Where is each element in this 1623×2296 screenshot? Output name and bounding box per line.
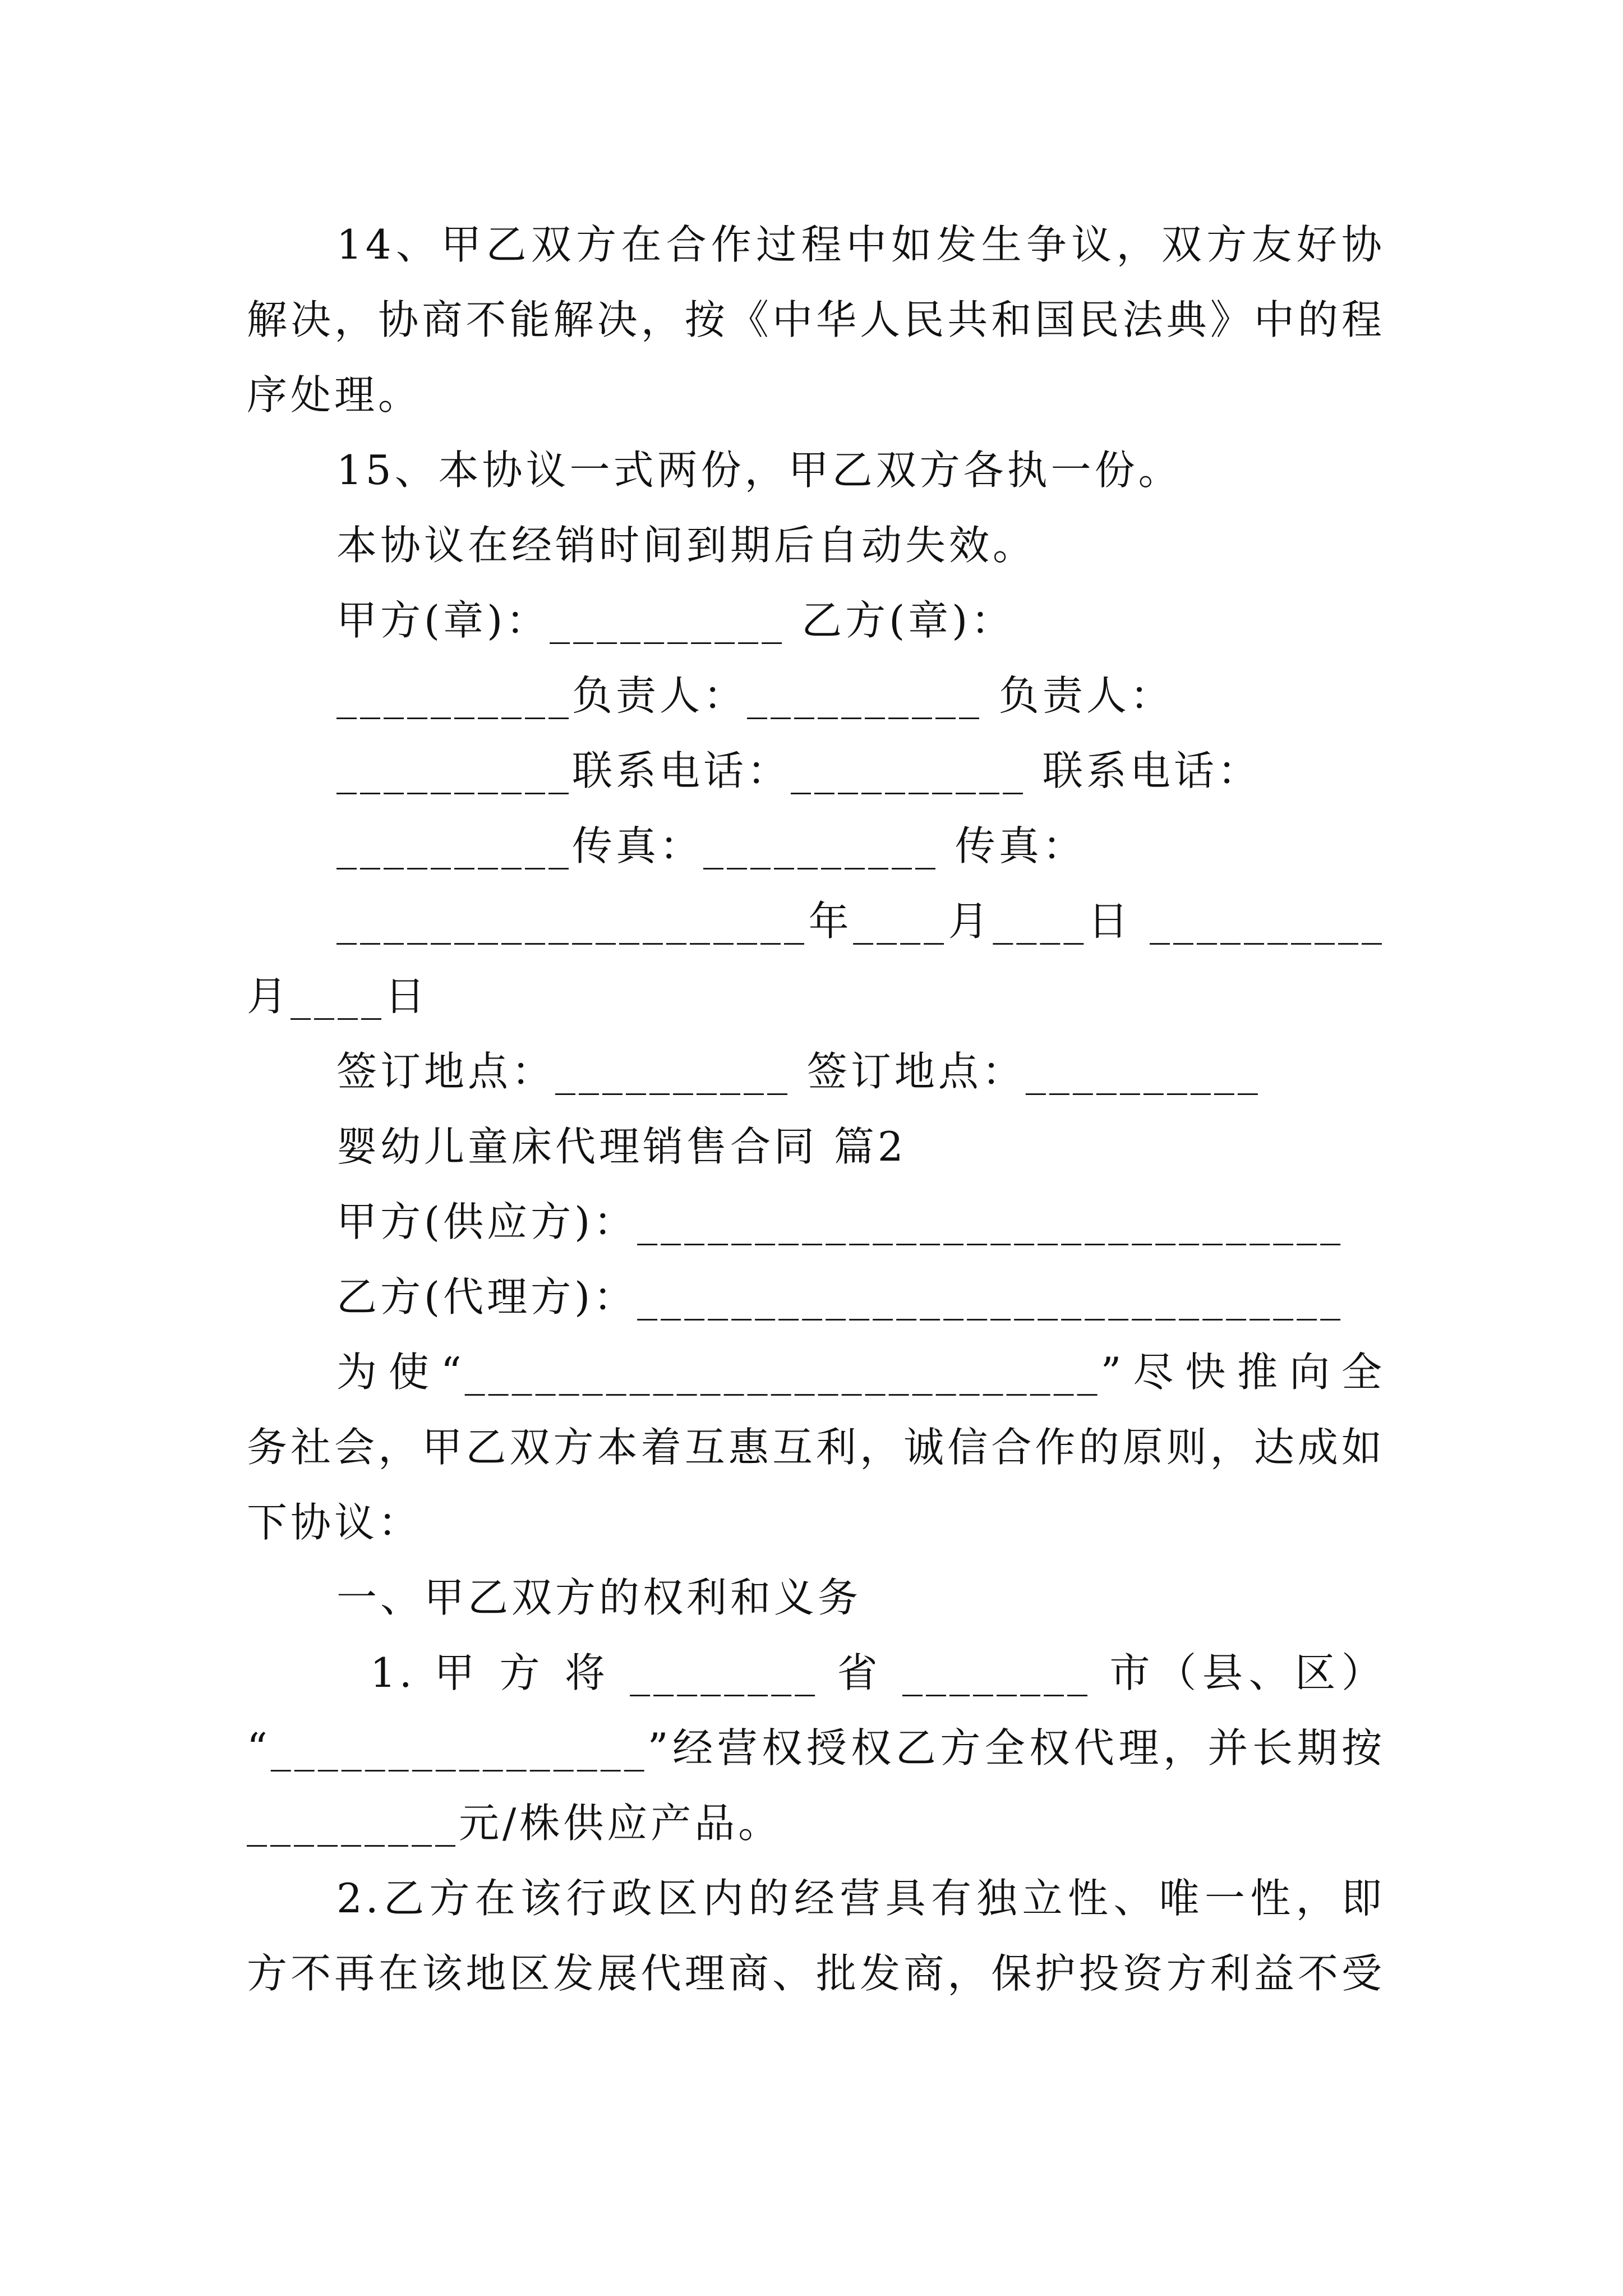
text-line: 月____日 bbox=[247, 973, 429, 1020]
text-line: 方不再在该地区发展代理商、批发商，保护投资方利益不受 bbox=[247, 1950, 1385, 1997]
text-line: 下协议： bbox=[247, 1499, 422, 1546]
text-line: 本协议在经销时间到期后自动失效。 bbox=[336, 522, 1037, 569]
text-line: 2.乙方在该行政区内的经营具有独立性、唯一性，即 bbox=[336, 1875, 1385, 1922]
text-line: _________元/株供应产品。 bbox=[247, 1800, 782, 1847]
text-line: 14、甲乙双方在合作过程中如发生争议，双方友好协 bbox=[336, 221, 1385, 268]
text-line: 为使“___________________________”尽快推向全 bbox=[336, 1349, 1385, 1396]
text-line: 1. 甲 方 将 ________ 省 ________ 市（县、区） bbox=[370, 1649, 1385, 1696]
text-line: 乙方(代理方)：______________________________ bbox=[336, 1273, 1344, 1320]
text-line: 序处理。 bbox=[247, 371, 422, 418]
text-line: 甲方(章)：__________ 乙方(章)： bbox=[336, 597, 1015, 644]
text-line: “________________”经营权授权乙方全权代理，并长期按 bbox=[247, 1724, 1385, 1772]
text-line: 解决，协商不能解决，按《中华人民共和国民法典》中的程 bbox=[247, 296, 1385, 343]
text-line: 15、本协议一式两份，甲乙双方各执一份。 bbox=[336, 447, 1182, 494]
text-line: __________联系电话：__________ 联系电话： bbox=[336, 747, 1261, 794]
section-heading: 婴幼儿童床代理销售合同 篇2 bbox=[336, 1123, 907, 1170]
text-line: 签订地点：__________ 签订地点：__________ bbox=[336, 1048, 1261, 1095]
text-line: 甲方(供应方)：______________________________ bbox=[336, 1198, 1344, 1245]
text-line: __________传真：__________ 传真： bbox=[336, 822, 1086, 869]
text-line: 务社会，甲乙双方本着互惠互利，诚信合作的原则，达成如 bbox=[247, 1424, 1385, 1471]
clause-heading: 一、甲乙双方的权利和义务 bbox=[336, 1574, 862, 1621]
text-line: __________负责人：__________ 负责人： bbox=[336, 672, 1174, 719]
text-line: ____________________年____月____日 __________ bbox=[336, 898, 1385, 945]
